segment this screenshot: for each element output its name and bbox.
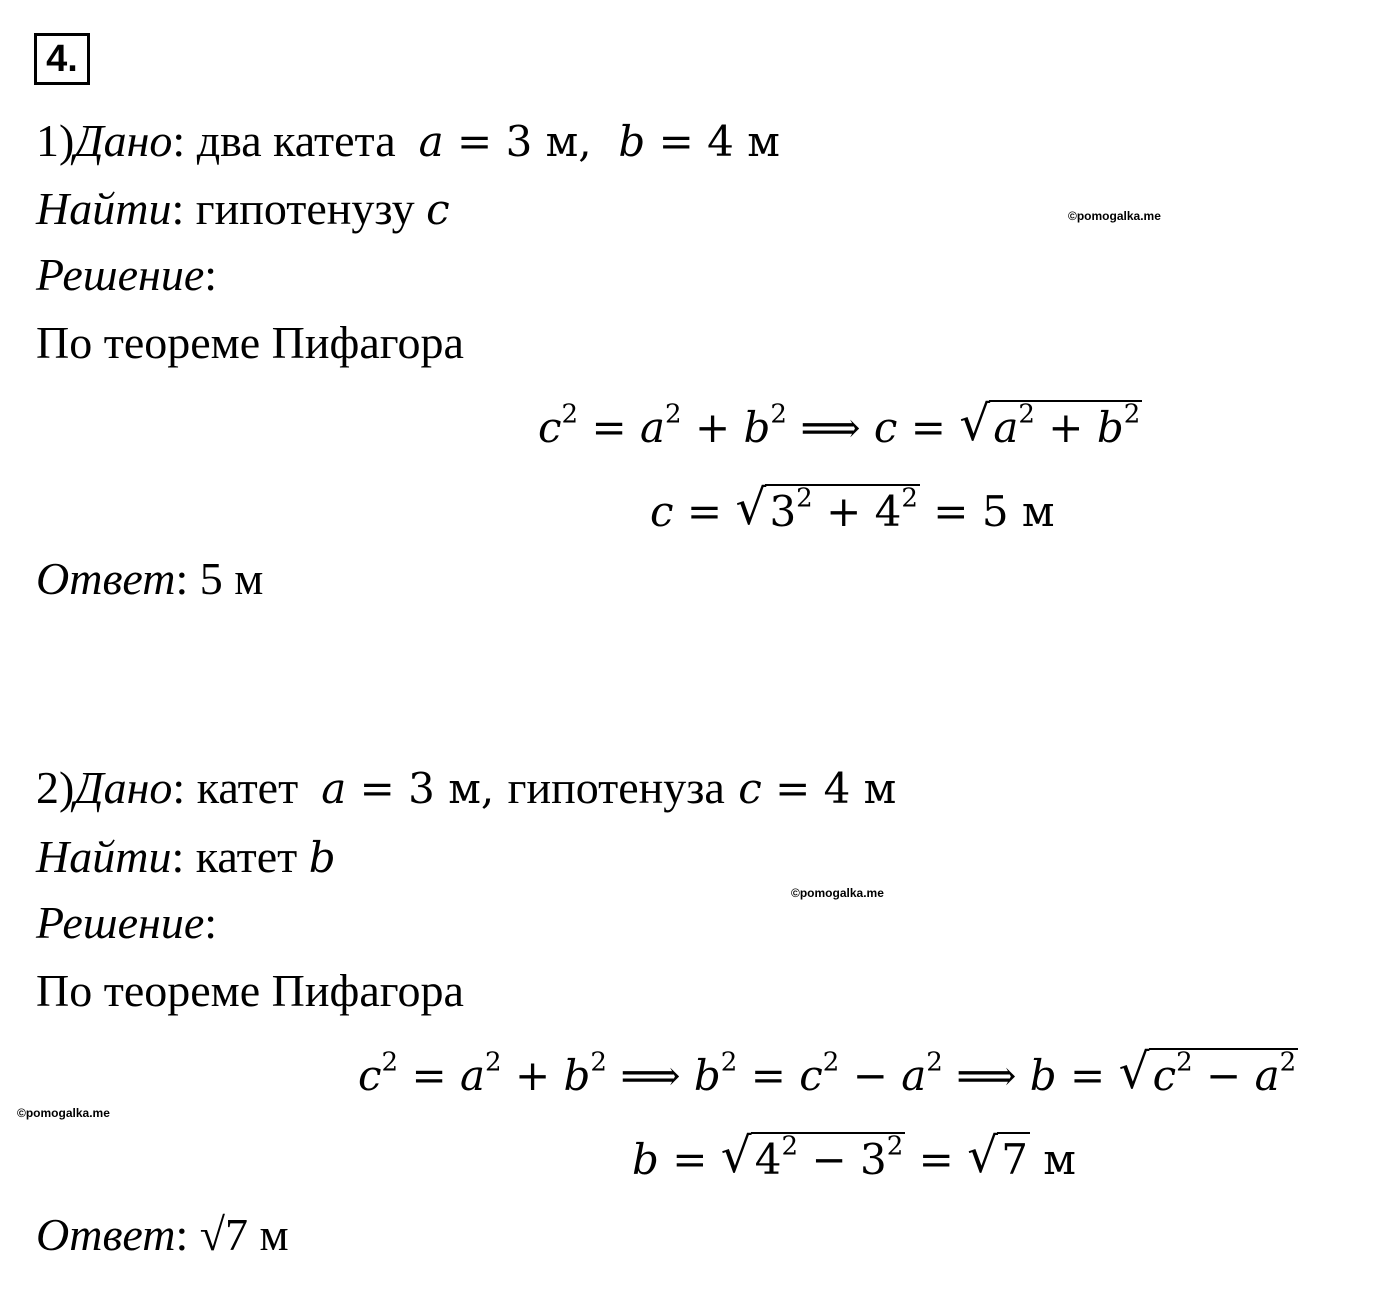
part2-given-label: Дано <box>74 762 173 813</box>
part1-find-text: : гипотенузу <box>171 183 415 234</box>
watermark: ©pomogalka.me <box>17 1106 110 1120</box>
part1-find-line <box>36 180 450 240</box>
part1-answer-label: Ответ <box>36 553 176 604</box>
part2-solution-line <box>36 896 217 950</box>
part2-given-text: : катет <box>172 762 299 813</box>
part2-given-line <box>36 758 896 819</box>
part1-given-label: Дано <box>74 115 173 166</box>
part1-prefix: 1) <box>36 115 75 166</box>
part1-given-text: : два катета <box>172 115 396 166</box>
part2-formula2: b = √ $4^2 - 3^2$ = √ 7 м <box>632 1130 1076 1190</box>
part2-formula1: $c^2 = a^2 + b^2$ ⟹ $b^2 = c^2 - a^2$ ⟹ b = √ $c^2 - a^2$ <box>358 1046 1298 1106</box>
part1-answer-line <box>36 552 263 606</box>
part1-colon: : <box>204 249 218 300</box>
part2-find-var: b <box>308 833 336 882</box>
watermark: ©pomogalka.me <box>791 886 884 900</box>
part1-solution-line <box>36 248 217 302</box>
part2-answer-label: Ответ <box>36 1209 176 1260</box>
part2-solution-label: Решение <box>36 897 205 948</box>
part1-answer-text: : 5 м <box>175 553 264 604</box>
part1-formula2: c = √ $3^2 + 4^2 = 5$ м <box>650 482 1055 542</box>
part2-find-text: : катет <box>171 831 298 882</box>
part2-given-math: a = 3 м, гипотенуза c = 4 м <box>321 762 897 813</box>
part2-find-line <box>36 828 336 888</box>
part2-find-label: Найти <box>36 831 172 882</box>
part2-answer-text: : √7 м <box>175 1209 289 1260</box>
part2-colon: : <box>204 897 218 948</box>
part1-find-var: c <box>426 185 450 234</box>
part1-find-label: Найти <box>36 183 172 234</box>
watermark: ©pomogalka.me <box>1068 209 1161 223</box>
part1-solution-label: Решение <box>36 249 205 300</box>
part1-theorem: По теореме Пифагора <box>36 317 464 368</box>
part1-formula1: $c^2 = a^2 + b^2$ ⟹ c = √ $a^2 + b^2$ <box>538 398 1142 458</box>
problem-number: 4. <box>34 33 90 85</box>
part2-prefix: 2) <box>36 762 75 813</box>
part2-theorem: По теореме Пифагора <box>36 965 464 1016</box>
part1-given-line <box>36 112 780 172</box>
part1-given-math: a = 3 м, b = 4 м <box>418 117 780 166</box>
part2-answer-line <box>36 1208 289 1262</box>
